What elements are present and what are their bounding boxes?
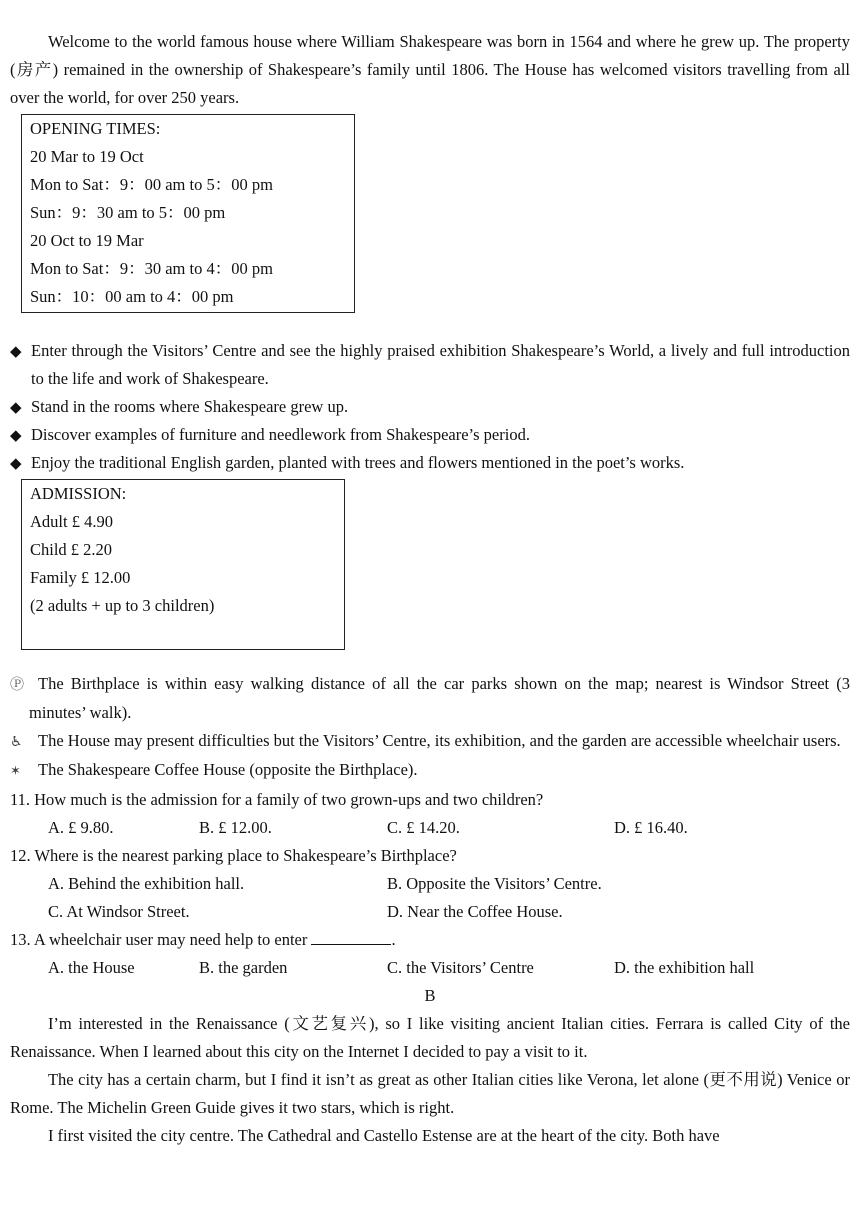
wheelchair-icon: ♿ bbox=[10, 734, 23, 750]
admission-box bbox=[21, 479, 345, 650]
admission-line: (2 adults + up to 3 children) bbox=[30, 596, 215, 615]
option-a: A. the House bbox=[48, 958, 135, 977]
opening-line: Sun：10：00 am to 4：00 pm bbox=[30, 287, 234, 306]
exam-page bbox=[10, 28, 850, 1150]
coffee-note: ✶ The Shakespeare Coffee House (opposite the Birthplace). bbox=[10, 756, 850, 786]
opening-line: Mon to Sat：9：00 am to 5：00 pm bbox=[30, 175, 273, 194]
feature-item: ◆ Stand in the rooms where Shakespeare grew up. bbox=[10, 393, 850, 421]
option-c: C. At Windsor Street. bbox=[48, 902, 190, 921]
feature-item: ◆ Discover examples of furniture and needlework from Shakespeare’s period. bbox=[10, 421, 850, 449]
question-12-options-row1 bbox=[10, 870, 850, 898]
option-c: C. £ 14.20. bbox=[387, 818, 460, 837]
question-11-options bbox=[10, 814, 850, 842]
passage-b-paragraph: I’m interested in the Renaissance (文艺复兴), so I like visiting ancient Italian cities. Ferrara is called City of the Renaissance. When I learned about this city on the Internet I decided to pay a visit to it. bbox=[10, 1014, 850, 1061]
option-a: A. £ 9.80. bbox=[48, 818, 114, 837]
opening-line: 20 Oct to 19 Mar bbox=[30, 231, 144, 250]
option-c: C. the Visitors’ Centre bbox=[387, 958, 534, 977]
opening-line: 20 Mar to 19 Oct bbox=[30, 147, 144, 166]
diamond-bullet-icon: ◆ bbox=[10, 426, 22, 444]
opening-line: Sun：9：30 am to 5：00 pm bbox=[30, 203, 226, 222]
option-b: B. £ 12.00. bbox=[199, 818, 272, 837]
feature-item: ◆ Enter through the Visitors’ Centre and see the highly praised exhibition Shakespeare’s World, a lively and full introduction to the life and work of Shakespeare. bbox=[10, 337, 850, 393]
intro-paragraph: Welcome to the world famous house where William Shakespeare was born in 1564 and where he grew up. The property (房产) remained in the ownership of Shakespeare’s family until 1806. The House has welcomed visitors travelling from all over the world, for over 250 years. bbox=[10, 32, 850, 107]
admission-line: Family £ 12.00 bbox=[30, 568, 131, 587]
opening-times-title: OPENING TIMES: bbox=[30, 119, 161, 138]
option-d: D. £ 16.40. bbox=[614, 818, 688, 837]
admission-title: ADMISSION: bbox=[30, 484, 127, 503]
question-12: 12. Where is the nearest parking place to Shakespeare’s Birthplace? bbox=[10, 846, 457, 865]
question-13-options bbox=[10, 954, 850, 982]
diamond-bullet-icon: ◆ bbox=[10, 398, 22, 416]
question-12-options-row2 bbox=[10, 898, 850, 926]
option-a: A. Behind the exhibition hall. bbox=[48, 874, 245, 893]
section-label: B bbox=[424, 986, 436, 1005]
admission-line: Child £ 2.20 bbox=[30, 540, 113, 559]
option-d: D. Near the Coffee House. bbox=[387, 902, 563, 921]
question-11: 11. How much is the admission for a family of two grown-ups and two children? bbox=[10, 790, 544, 809]
answer-blank bbox=[311, 926, 391, 945]
diamond-bullet-icon: ◆ bbox=[10, 454, 22, 472]
option-b: B. Opposite the Visitors’ Centre. bbox=[387, 874, 602, 893]
parking-icon: Ⓟ bbox=[10, 677, 24, 693]
option-d: D. the exhibition hall bbox=[614, 958, 755, 977]
diamond-bullet-icon: ◆ bbox=[10, 342, 22, 360]
parking-note: Ⓟ The Birthplace is within easy walking distance of all the car parks shown on the map; nearest is Windsor Street (3 minutes’ walk). bbox=[10, 670, 850, 727]
admission-line: Adult £ 4.90 bbox=[30, 512, 113, 531]
opening-times-box bbox=[21, 114, 355, 313]
option-b: B. the garden bbox=[199, 958, 288, 977]
feature-item: ◆ Enjoy the traditional English garden, planted with trees and flowers mentioned in the poet’s works. bbox=[10, 449, 850, 477]
passage-b-paragraph: The city has a certain charm, but I find it isn’t as great as other Italian cities like Verona, let alone (更不用说) Venice or Rome. The Michelin Green Guide gives it two stars, which is right. bbox=[10, 1070, 850, 1117]
wheelchair-note: ♿ The House may present difficulties but the Visitors’ Centre, its exhibition, and the garden are accessible wheelchair users. bbox=[10, 727, 850, 756]
feature-list bbox=[10, 337, 850, 477]
coffee-icon: ✶ bbox=[10, 764, 21, 779]
opening-line: Mon to Sat：9：30 am to 4：00 pm bbox=[30, 259, 273, 278]
question-13: 13. A wheelchair user may need help to enter . bbox=[10, 926, 850, 954]
passage-b-paragraph: I first visited the city centre. The Cathedral and Castello Estense are at the heart of the city. Both have bbox=[47, 1126, 720, 1145]
